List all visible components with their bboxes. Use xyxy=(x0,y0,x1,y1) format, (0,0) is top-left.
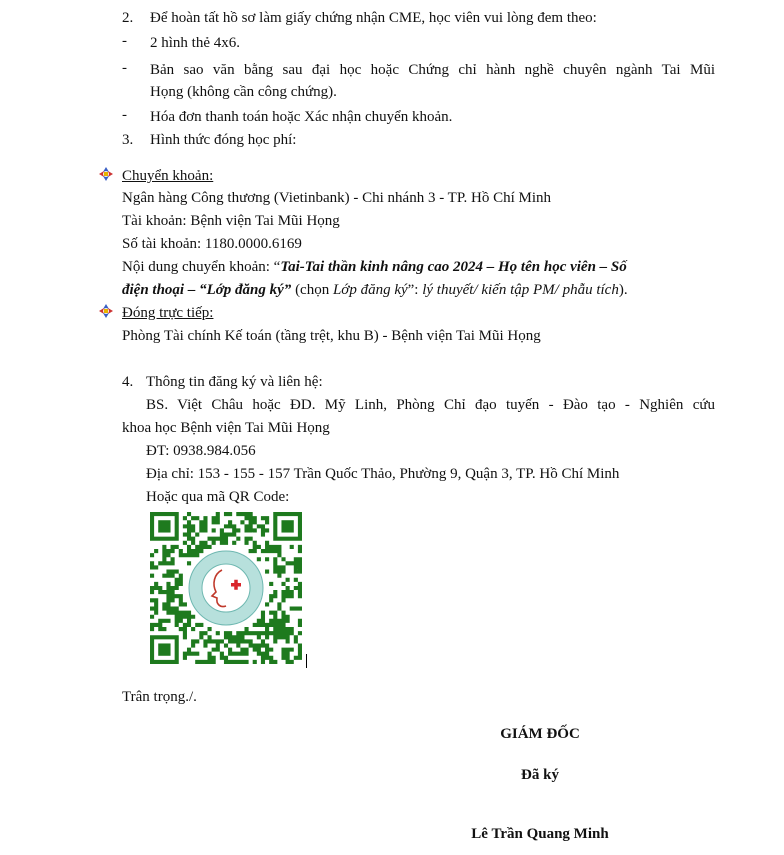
item-3-text: Hình thức đóng học phí: xyxy=(150,132,297,148)
transfer-content-prefix: Nội dung chuyển khoản: “ xyxy=(122,259,281,275)
signature-name: Lê Trần Quang Minh xyxy=(471,826,609,842)
transfer-bank: Ngân hàng Công thương (Vietinbank) - Chi nhánh 3 - TP. Hồ Chí Minh xyxy=(122,190,552,206)
dash-3: - xyxy=(122,107,127,123)
transfer-content-bold1: Tai-Tai thần kinh nâng cao 2024 – Họ tên học viên – Số xyxy=(280,259,627,275)
item-2 xyxy=(122,8,597,28)
item-2-text: Để hoàn tất hồ sơ làm giấy chứng nhận CME, học viên vui lòng đem theo: xyxy=(150,10,597,26)
direct-heading: Đóng trực tiếp: xyxy=(122,305,214,321)
hospital-logo-icon xyxy=(186,548,266,628)
contact-line1: BS. Việt Châu hoặc ĐD. Mỹ Linh, Phòng Chỉ đạo tuyến - Đào tạo - Nghiên cứu xyxy=(146,397,715,413)
transfer-content-bold2: điện thoại – “Lớp đăng ký” xyxy=(122,282,292,298)
bullet-photos: 2 hình thẻ 4x6. xyxy=(150,35,240,51)
qr-code xyxy=(150,512,302,664)
transfer-heading: Chuyển khoản: xyxy=(122,168,214,184)
dash-2: - xyxy=(122,60,127,76)
transfer-content-line1 xyxy=(122,257,627,277)
item-2-number: 2. xyxy=(122,10,134,26)
contact-phone: ĐT: 0938.984.056 xyxy=(146,443,256,459)
item-4 xyxy=(122,372,323,392)
signature-signed: Đã ký xyxy=(521,767,559,783)
transfer-content-mid: (chọn xyxy=(291,282,333,298)
bullet-invoice: Hóa đơn thanh toán hoặc Xác nhận chuyển khoản. xyxy=(150,109,453,125)
transfer-account-number: Số tài khoản: 1180.0000.6169 xyxy=(122,236,302,252)
transfer-content-end: ). xyxy=(618,282,628,298)
arrow-bullet-icon xyxy=(98,303,114,319)
qr-label: Hoặc qua mã QR Code: xyxy=(146,489,290,505)
transfer-content-line2 xyxy=(122,280,628,300)
item-4-text: Thông tin đăng ký và liên hệ: xyxy=(146,374,323,390)
dash-1: - xyxy=(122,33,127,49)
arrow-bullet-icon xyxy=(98,166,114,182)
closing: Trân trọng./. xyxy=(122,689,197,705)
bullet-degree-cont: Họng (không cần công chứng). xyxy=(150,84,337,100)
contact-line2: khoa học Bệnh viện Tai Mũi Họng xyxy=(122,420,330,436)
signature-title: GIÁM ĐỐC xyxy=(500,726,580,742)
direct-place: Phòng Tài chính Kế toán (tầng trệt, khu B) - Bệnh viện Tai Mũi Họng xyxy=(122,328,541,344)
contact-address: Địa chỉ: 153 - 155 - 157 Trần Quốc Thảo, Phường 9, Quận 3, TP. Hồ Chí Minh xyxy=(146,466,620,482)
transfer-content-italic2: lý thuyết/ kiến tập PM/ phẫu tích xyxy=(422,282,619,298)
item-4-number: 4. xyxy=(122,374,134,390)
item-3 xyxy=(122,130,296,150)
qr-code-image xyxy=(150,512,302,664)
bullet-degree: Bản sao văn bằng sau đại học hoặc Chứng chỉ hành nghề chuyên ngành Tai Mũi xyxy=(150,62,715,78)
transfer-content-italic: Lớp đăng ký xyxy=(332,282,408,298)
text-cursor xyxy=(306,654,307,668)
transfer-content-mid2: ”: xyxy=(407,282,423,298)
transfer-account-name: Tài khoản: Bệnh viện Tai Mũi Họng xyxy=(122,213,340,229)
item-3-number: 3. xyxy=(122,132,134,148)
